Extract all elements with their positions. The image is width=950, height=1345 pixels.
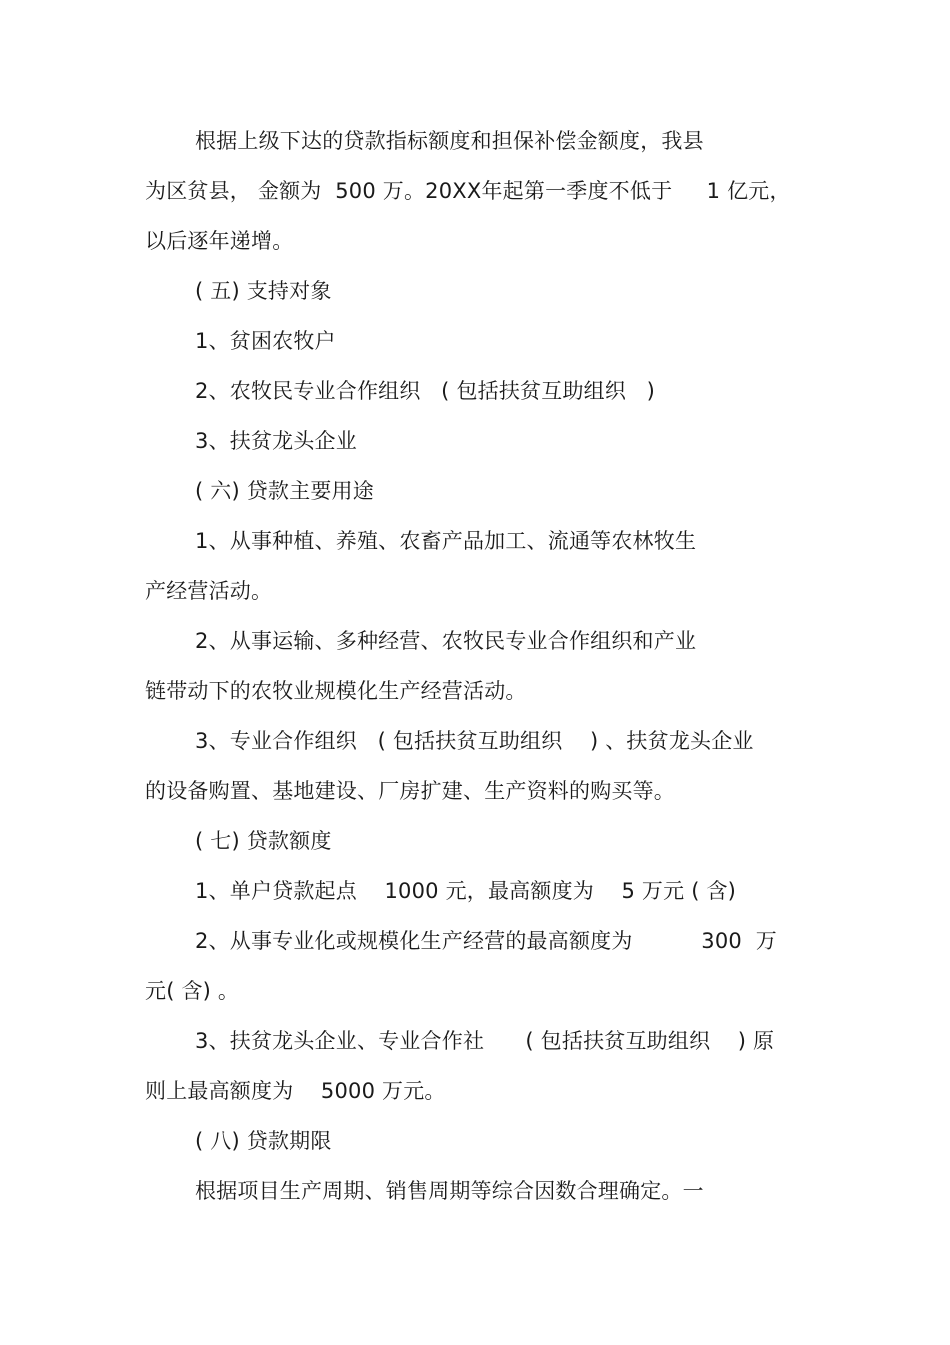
paragraph-line: 则上最高额度为 5000 万元。 (145, 1079, 446, 1103)
paragraph-line: 产经营活动。 (145, 579, 273, 603)
list-item: 3、扶贫龙头企业 (195, 429, 357, 453)
paragraph-line: 为区贫县， 金额为 500 万。20XX年起第一季度不低于 1 亿元， (145, 179, 791, 203)
list-item: 2、从事运输、多种经营、农牧民专业合作组织和产业 (195, 629, 697, 653)
paragraph-line: 根据项目生产周期、销售周期等综合因数合理确定。一 (195, 1179, 704, 1203)
list-item: 3、专业合作组织 ( 包括扶贫互助组织 ) 、扶贫龙头企业 (195, 729, 754, 753)
list-item: 1、单户贷款起点 1000 元，最高额度为 5 万元 ( 含) (195, 879, 737, 903)
section-heading: ( 七) 贷款额度 (195, 829, 332, 853)
list-item: 1、从事种植、养殖、农畜产品加工、流通等农林牧生 (195, 529, 697, 553)
list-item: 2、从事专业化或规模化生产经营的最高额度为 300 万 (195, 929, 777, 953)
paragraph-line: 链带动下的农牧业规模化生产经营活动。 (145, 679, 527, 703)
paragraph-line: 元( 含) 。 (145, 979, 240, 1003)
paragraph-line: 的设备购置、基地建设、厂房扩建、生产资料的购买等。 (145, 779, 675, 803)
paragraph-line: 以后逐年递增。 (145, 229, 294, 253)
section-heading: ( 六) 贷款主要用途 (195, 479, 374, 503)
section-heading: ( 五) 支持对象 (195, 279, 332, 303)
paragraph-line: 根据上级下达的贷款指标额度和担保补偿金额度，我县 (195, 129, 704, 153)
section-heading: ( 八) 贷款期限 (195, 1129, 332, 1153)
list-item: 3、扶贫龙头企业、专业合作社 ( 包括扶贫互助组织 ) 原 (195, 1029, 775, 1053)
list-item: 2、农牧民专业合作组织 ( 包括扶贫互助组织 ) (195, 379, 656, 403)
list-item: 1、贫困农牧户 (195, 329, 336, 353)
